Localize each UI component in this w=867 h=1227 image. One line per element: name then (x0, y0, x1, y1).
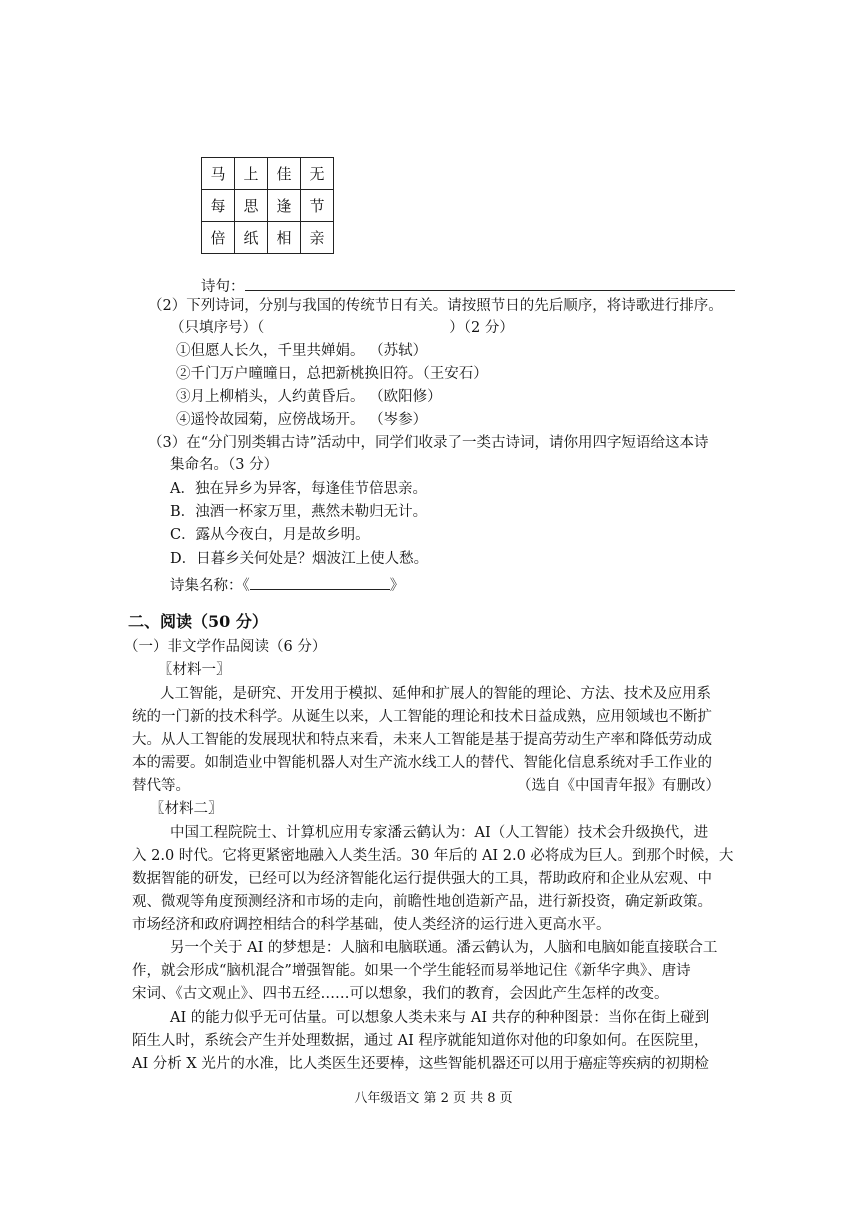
material-two-line: 入 2.0 时代。它将更紧密地融入人类生活。30 年后的 AI 2.0 必将成为巨人。到那个时候，大 (132, 848, 734, 864)
q1-label: 诗句： (201, 279, 245, 295)
material-two-line: 观、微观等角度预测经济和市场的走向，前瞻性地创造新产品，进行新投资，确定新政策。 (132, 894, 712, 910)
material-one-line: 本的需要。如制造业中智能机器人对生产流水线工人的替代、智能化信息系统对手工作业的 (132, 755, 712, 771)
section-title: 二、阅读（50 分） (128, 612, 268, 631)
material-two-line: 市场经济和政府调控相结合的科学基础，使人类经济的运行进入更高水平。 (132, 917, 611, 933)
material-two-line: AI 的能力似乎无可估量。可以想象人类未来与 AI 共存的种种图景：当你在街上碰到 (170, 1010, 710, 1026)
material-one-source: （选自《中国青年报》有删改） (517, 778, 720, 794)
page-footer: 八年级语文 第 2 页 共 8 页 (354, 1091, 513, 1106)
q2-item: ③月上柳梢头，人约黄昏后。 （欧阳修） (176, 389, 442, 405)
material-two-line: 中国工程院院士、计算机应用专家潘云鹤认为：AI（人工智能）技术会升级换代，进 (170, 825, 709, 841)
q3-name-close: 》 (389, 578, 405, 594)
grid-cell: 上 (235, 158, 268, 190)
material-two-line: 作，就会形成“脑机混合”增强智能。如果一个学生能轻而易举地记住《新华字典》、唐诗 (132, 963, 691, 979)
material-two-line: 陌生人时，系统会产生并处理数据，通过 AI 程序就能知道你对他的印象如何。在医院里， (132, 1033, 709, 1049)
q2-answer-prefix: （只填序号）（ (170, 320, 265, 336)
q3-option: B．浊酒一杯家万里，燕然未勒归无计。 (170, 504, 428, 520)
material-one-line: 人工智能，是研究、开发用于模拟、延伸和扩展人的智能的理论、方法、技术及应用系 (160, 686, 711, 702)
material-two-line: AI 分析 X 光片的水准，比人类医生还要棒，这些智能机器还可以用于癌症等疾病的初期检 (132, 1056, 709, 1072)
material-one-line: 替代等。 (132, 778, 190, 794)
material-two-line: 数据智能的研发，已经可以为经济智能化运行提供强大的工具，帮助政府和企业从宏观、中 (132, 871, 712, 887)
grid-cell: 无 (301, 158, 334, 190)
q3-name-row (170, 573, 404, 596)
grid-cell: 每 (202, 190, 235, 222)
grid-cell: 纸 (235, 222, 268, 254)
subsection-title: （一）非文学作品阅读（6 分） (124, 639, 327, 655)
q3-prompt: （3）在“分门别类辑古诗”活动中，同学们收录了一类古诗词，请你用四字短语给这本诗 (148, 435, 709, 451)
grid-cell: 相 (268, 222, 301, 254)
q3-name-blank[interactable] (250, 573, 390, 590)
q2-item: ②千门万户曈曈日，总把新桃换旧符。（王安石） (176, 366, 488, 382)
grid-cell: 马 (202, 158, 235, 190)
grid-cell: 逢 (268, 190, 301, 222)
material-one-line: 大。从人工智能的发展现状和特点来看，未来人工智能是基于提高劳动生产率和降低劳动成 (132, 732, 712, 748)
grid-cell: 亲 (301, 222, 334, 254)
q2-answer-suffix: ）（2 分） (449, 320, 514, 336)
grid-cell: 节 (301, 190, 334, 222)
grid-cell: 佳 (268, 158, 301, 190)
q2-item: ①但愿人长久，千里共婵娟。 （苏轼） (176, 343, 428, 359)
q3-option: A．独在异乡为异客，每逢佳节倍思亲。 (170, 481, 427, 497)
material-one-line: 统的一门新的技术科学。从诞生以来，人工智能的理论和技术日益成熟，应用领域也不断扩 (132, 709, 712, 725)
material-two-title: 〖材料二〗 (150, 801, 223, 817)
q3-prompt-cont: 集命名。（3 分） (170, 457, 279, 473)
material-two-line: 另一个关于 AI 的梦想是：人脑和电脑联通。潘云鹤认为，人脑和电脑如能直接联合工 (170, 940, 718, 956)
q1-answer-row (201, 274, 735, 297)
material-one-title: 〖材料一〗 (158, 662, 231, 678)
material-two-line: 宋词、《古文观止》、四书五经……可以想象，我们的教育，会因此产生怎样的改变。 (132, 986, 669, 1002)
q2-answer-row (170, 318, 514, 338)
grid-cell: 倍 (202, 222, 235, 254)
q2-item: ④遥怜故园菊，应傍战场开。 （岑参） (176, 412, 428, 428)
character-grid (201, 157, 334, 254)
q3-name-label: 诗集名称：《 (170, 578, 250, 594)
q1-answer-blank[interactable] (245, 274, 735, 291)
q2-prompt: （2）下列诗词，分别与我国的传统节日有关。请按照节日的先后顺序，将诗歌进行排序。 (148, 298, 723, 314)
q3-option: D．日暮乡关何处是？烟波江上使人愁。 (170, 551, 429, 567)
grid-cell: 思 (235, 190, 268, 222)
q3-option: C．露从今夜白，月是故乡明。 (170, 527, 370, 543)
